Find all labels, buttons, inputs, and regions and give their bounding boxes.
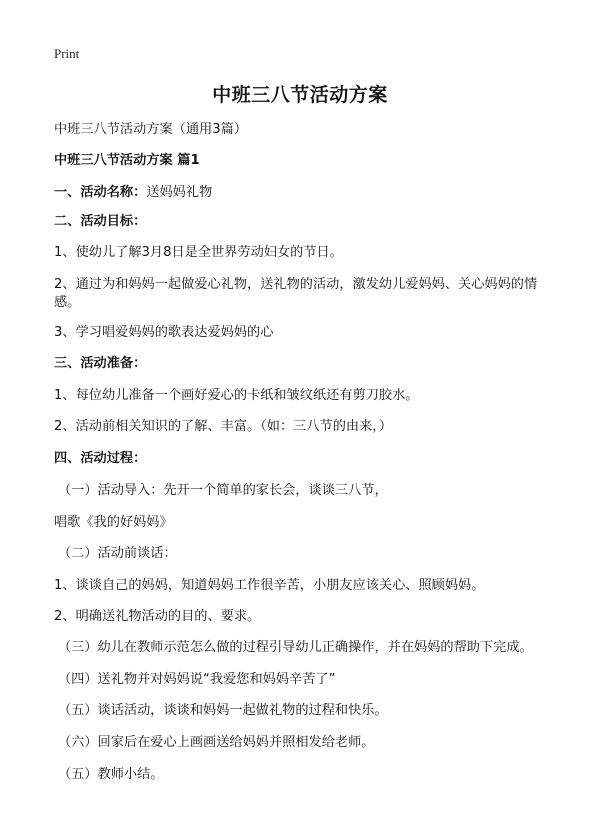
activity-name-label: 一、活动名称： (54, 185, 147, 200)
goal-3: 3、学习唱爱妈妈的歌表达爱妈妈的心 (54, 325, 274, 340)
goals-heading: 二、活动目标： (54, 214, 147, 229)
step-2-item-2: 2、明确送礼物活动的目的、要求。 (54, 609, 261, 624)
prep-2: 2、活动前相关知识的了解、丰富。（如：三八节的由来，） (54, 419, 393, 434)
step-4: （四）送礼物并对妈妈说“我爱您和妈妈辛苦了” (58, 672, 336, 687)
step-5: （五）谈话活动，谈谈和妈妈一起做礼物的过程和快乐。 (58, 703, 388, 718)
activity-name-row (54, 184, 556, 202)
step-6: （六）回家后在爱心上画画送给妈妈并照相发给老师。 (58, 735, 375, 750)
step-2-item-1: 1、谈谈自己的妈妈，知道妈妈工作很辛苦，小朋友应该关心、照顾妈妈。 (54, 578, 485, 593)
step-2: （二）活动前谈话： (58, 546, 177, 561)
goal-2: 2、通过为和妈妈一起做爱心礼物，送礼物的活动，激发幼儿爱妈妈、关心妈妈的情感。 (54, 277, 538, 310)
section-heading: 中班三八节活动方案 篇1 (54, 153, 200, 168)
activity-name-value: 送妈妈礼物 (146, 185, 213, 200)
goal-1: 1、使幼儿了解3月8日是全世界劳动妇女的节日。 (54, 245, 343, 260)
step-3: （三）幼儿在教师示范怎么做的过程引导幼儿正确操作，并在妈妈的帮助下完成。 (58, 640, 533, 655)
document-subtitle: 中班三八节活动方案（通用3篇） (54, 122, 248, 137)
process-heading: 四、活动过程： (54, 451, 147, 466)
step-1-song: 唱歌《我的好妈妈》 (54, 515, 173, 530)
prep-heading: 三、活动准备： (54, 356, 147, 371)
prep-1: 1、每位幼儿准备一个画好爱心的卡纸和皱纹纸还有剪刀胶水。 (54, 388, 419, 403)
step-7: （五）教师小结。 (58, 767, 164, 782)
document-title: 中班三八节活动方案 (212, 84, 388, 106)
print-label: Print (54, 46, 80, 61)
step-1: （一）活动导入：先开一个简单的家长会，谈谈三八节， (58, 483, 388, 498)
